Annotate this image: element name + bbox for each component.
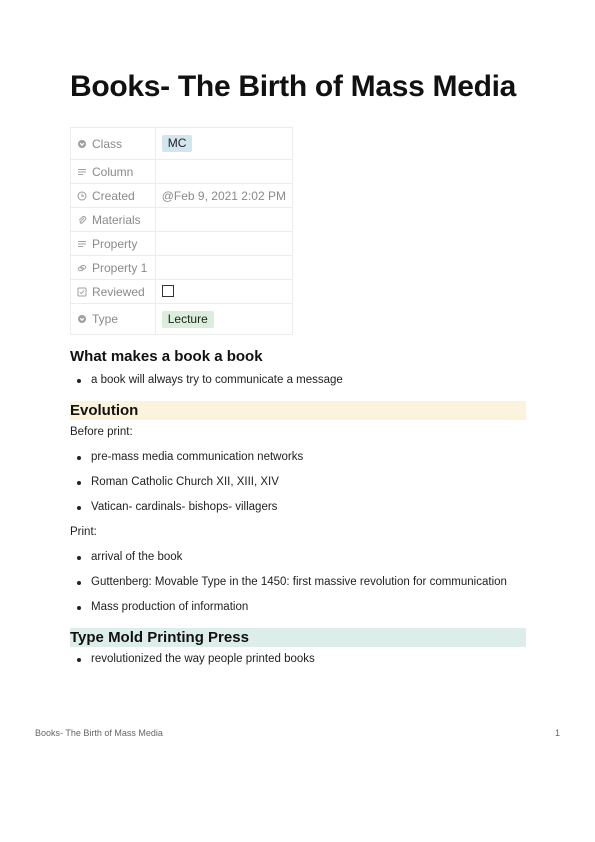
print-label: Print: [70, 526, 97, 538]
type-tag[interactable]: Lecture [162, 311, 214, 328]
property-row-class[interactable] [71, 128, 293, 160]
property-key [71, 232, 156, 256]
property-key [71, 304, 156, 335]
checkbox-icon [77, 287, 87, 297]
property-key-label: Column [92, 164, 134, 179]
property-value[interactable] [155, 304, 292, 335]
section-heading-what-makes: What makes a book a book [70, 348, 263, 365]
property-key [71, 280, 156, 304]
property-key-label: Reviewed [92, 284, 145, 299]
page-number: 1 [554, 728, 560, 738]
property-row-type[interactable] [71, 304, 293, 335]
section-heading-evolution: Evolution [70, 401, 526, 420]
paperclip-icon [77, 215, 87, 225]
property-key [71, 184, 156, 208]
list-item: pre-mass media communication networks [70, 449, 526, 466]
list-item: Guttenberg: Movable Type in the 1450: first massive revolution for communication [70, 574, 526, 591]
property-key [71, 128, 156, 160]
property-key-label: Materials [92, 212, 141, 227]
property-value[interactable] [155, 280, 292, 304]
property-value[interactable] [155, 232, 292, 256]
bullet-list [70, 449, 526, 516]
property-key [71, 256, 156, 280]
property-key [71, 160, 156, 184]
list-item: arrival of the book [70, 549, 526, 566]
property-row-property-1[interactable] [71, 256, 293, 280]
bullet-list [70, 372, 526, 389]
property-value[interactable] [155, 256, 292, 280]
property-key [71, 208, 156, 232]
property-key-label: Created [92, 188, 135, 203]
text-lines-icon [77, 167, 87, 177]
property-row-column[interactable] [71, 160, 293, 184]
property-key-label: Property 1 [92, 260, 148, 275]
list-item: Roman Catholic Church XII, XIII, XIV [70, 474, 526, 491]
property-row-created[interactable] [71, 184, 293, 208]
property-value[interactable] [155, 128, 292, 160]
list-item: Mass production of information [70, 599, 526, 616]
clock-icon [77, 191, 87, 201]
properties-table [70, 127, 293, 335]
list-item: Vatican- cardinals- bishops- villagers [70, 499, 526, 516]
property-value[interactable] [155, 208, 292, 232]
created-date-value: @Feb 9, 2021 2:02 PM [155, 184, 292, 208]
property-key-label: Type [92, 312, 119, 326]
property-key-label: Class [92, 136, 123, 151]
class-tag[interactable]: MC [162, 135, 193, 152]
page-title: Books- The Birth of Mass Media [70, 70, 517, 103]
property-row-property[interactable] [71, 232, 293, 256]
text-lines-icon [77, 239, 87, 249]
select-icon [77, 314, 87, 324]
page-content [70, 348, 526, 680]
select-icon [77, 139, 87, 149]
list-item: revolutionized the way people printed books [70, 651, 526, 668]
reviewed-checkbox[interactable] [162, 285, 174, 297]
property-key-label: Property [92, 236, 138, 251]
section-heading-type-mold: Type Mold Printing Press [70, 628, 526, 647]
before-print-label: Before print: [70, 426, 133, 438]
bullet-list [70, 651, 526, 668]
footer-title: Books- The Birth of Mass Media [35, 728, 163, 738]
property-row-reviewed[interactable] [71, 280, 293, 304]
property-value[interactable] [155, 160, 292, 184]
bullet-list [70, 549, 526, 616]
list-item: a book will always try to communicate a message [70, 372, 526, 389]
link-icon [77, 263, 87, 273]
property-row-materials[interactable] [71, 208, 293, 232]
